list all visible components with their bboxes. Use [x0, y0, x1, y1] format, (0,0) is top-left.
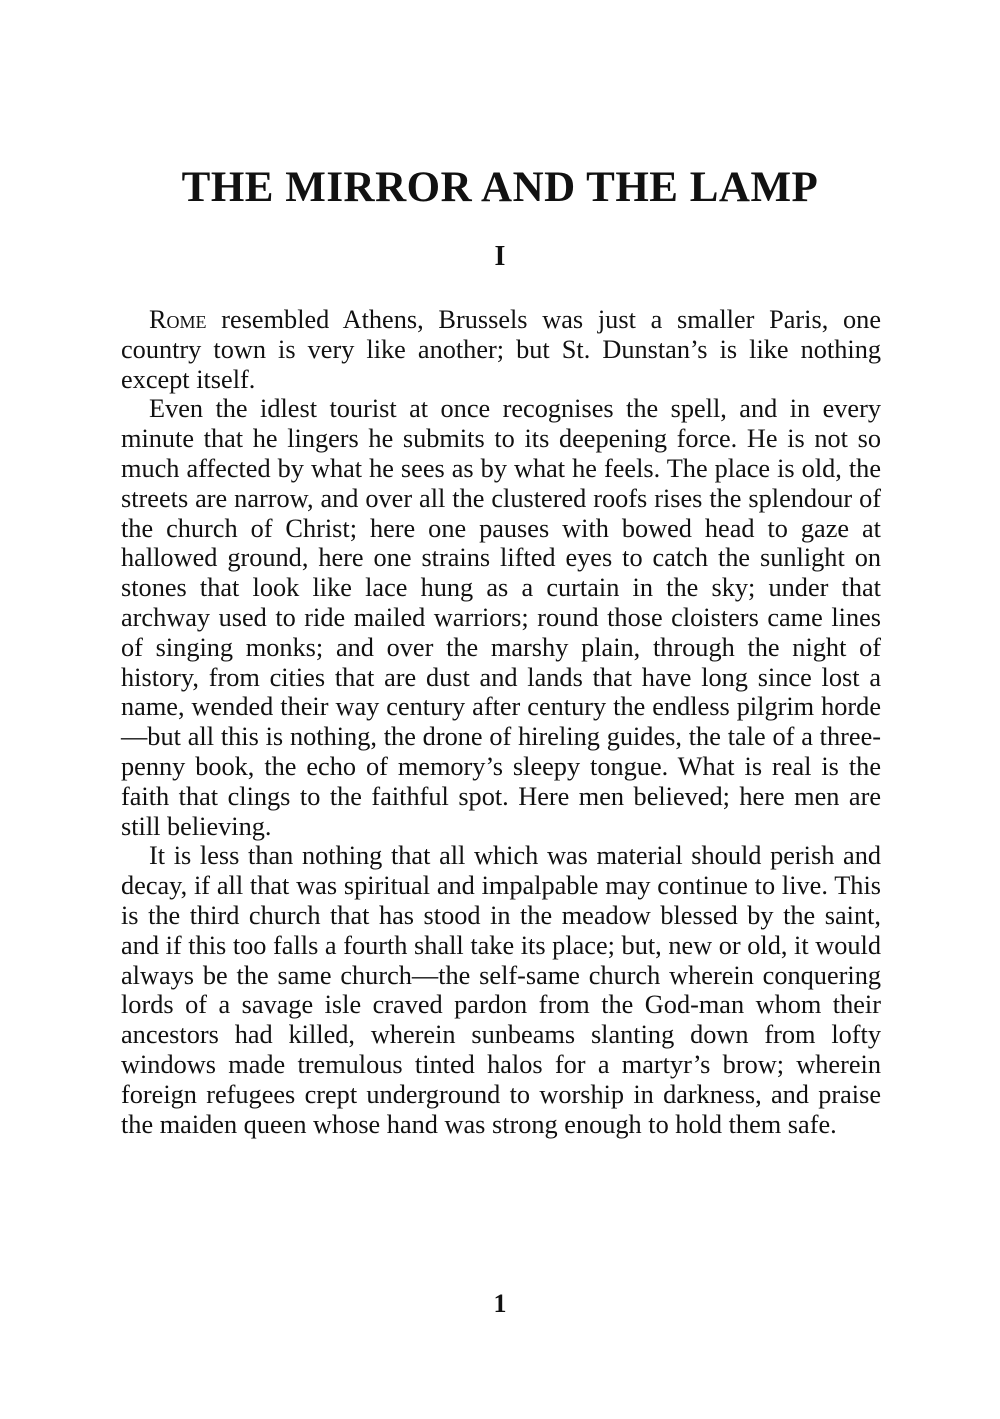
page-number: 1 — [493, 1289, 507, 1318]
body-text — [121, 305, 881, 1139]
paragraph-1-dropword: Rome — [149, 305, 207, 334]
paragraph-2: Even the idlest tourist at once recognises the spell, and in every minute that he lingers he submits to its deepening force. He is not so much affected by what he sees as by what he feels. The place is old, the streets are narrow, and over all the clustered roofs rises the splendour of the church of Christ; here one pauses with bowed head to gaze at hallowed ground, here one strains lifted eyes to catch the sunlight on stones that look like lace hung as a curtain in the sky; under that archway used to ride mailed warriors; round those cloisters came lines of singing monks; and over the marshy plain, through the night of history, from cities that are dust and lands that have long since lost a name, wended their way century after century the endless pilgrim horde—but all this is nothing, the drone of hireling guides, the tale of a three-penny book, the echo of memory’s sleepy tongue. What is real is the faith that clings to the faithful spot. Here men believed; here men are still believing. — [121, 394, 881, 841]
page-title: THE MIRROR AND THE LAMP — [181, 164, 819, 211]
paragraph-1-text: resembled Athens, Brussels was just a smaller Paris, one country town is very like another; but St. Dunstan’s is like nothing except itself. — [121, 305, 881, 394]
paragraph-3: It is less than nothing that all which was material should perish and decay, if all that was spiritual and impalpable may continue to live. This is the third church that has stood in the meadow blessed by the saint, and if this too falls a fourth shall take its place; but, new or old, it would always be the same church—the self-same church wherein conquering lords of a savage isle craved pardon from the God-man whom their ancestors had killed, wherein sunbeams slanting down from lofty windows made tremulous tinted halos for a martyr’s brow; wherein foreign refugees crept underground to worship in darkness, and praise the maiden queen whose hand was strong enough to hold them safe. — [121, 841, 881, 1139]
chapter-number: I — [494, 241, 506, 272]
paragraph-1 — [121, 305, 881, 394]
